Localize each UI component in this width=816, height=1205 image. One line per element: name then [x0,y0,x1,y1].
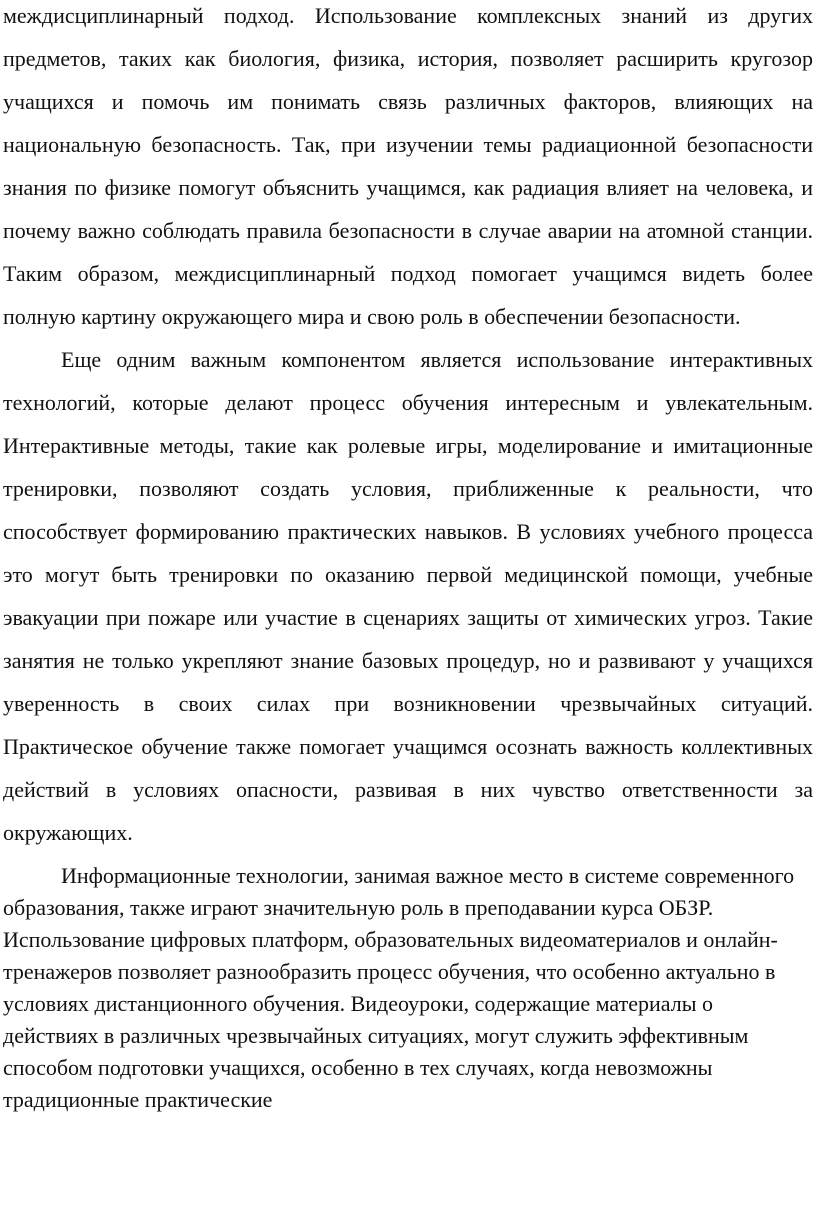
body-text-double-spaced [3,0,813,854]
body-text-single-spaced [3,860,813,1116]
paragraph-interactive-technologies: Еще одним важным компонентом является использование интерактивных технологий, которые делают процесс обучения интересным и увлекательным. Интерактивные методы, такие как ролевые игры, моделирование и имитационные тренировки, позволяют создать условия, приближенные к реальности, что способствует формированию практических навыков. В условиях учебного процесса это могут быть тренировки по оказанию первой медицинской помощи, учебные эвакуации при пожаре или участие в сценариях защиты от химических угроз. Такие занятия не только укрепляют знание базовых процедур, но и развивают у учащихся уверенность в своих силах при возникновении чрезвычайных ситуаций. Практическое обучение также помогает учащимся осознать важность коллективных действий в условиях опасности, развивая в них чувство ответственности за окружающих. [3,347,813,845]
paragraph-interdisciplinary-approach: междисциплинарный подход. Использование комплексных знаний из других предметов, таких как биология, физика, история, позволяет расширить кругозор учащихся и помочь им понимать связь различных факторов, влияющих на национальную безопасность. Так, при изучении темы радиационной безопасности знания по физике помогут объяснить учащимся, как радиация влияет на человека, и почему важно соблюдать правила безопасности в случае аварии на атомной станции. Таким образом, междисциплинарный подход помогает учащимся видеть более полную картину окружающего мира и свою роль в обеспечении безопасности. [3,3,813,329]
paragraph-information-technologies: Информационные технологии, занимая важное место в системе современного образования, также играют значительную роль в преподавании курса ОБЗР. Использование цифровых платформ, образовательных видеоматериалов и онлайн-тренажеров позволяет разнообразить процесс обучения, что особенно актуально в условиях дистанционного обучения. Видеоуроки, содержащие материалы о действиях в различных чрезвычайных ситуациях, могут служить эффективным способом подготовки учащихся, особенно в тех случаях, когда невозможны традиционные практические [3,863,795,1112]
